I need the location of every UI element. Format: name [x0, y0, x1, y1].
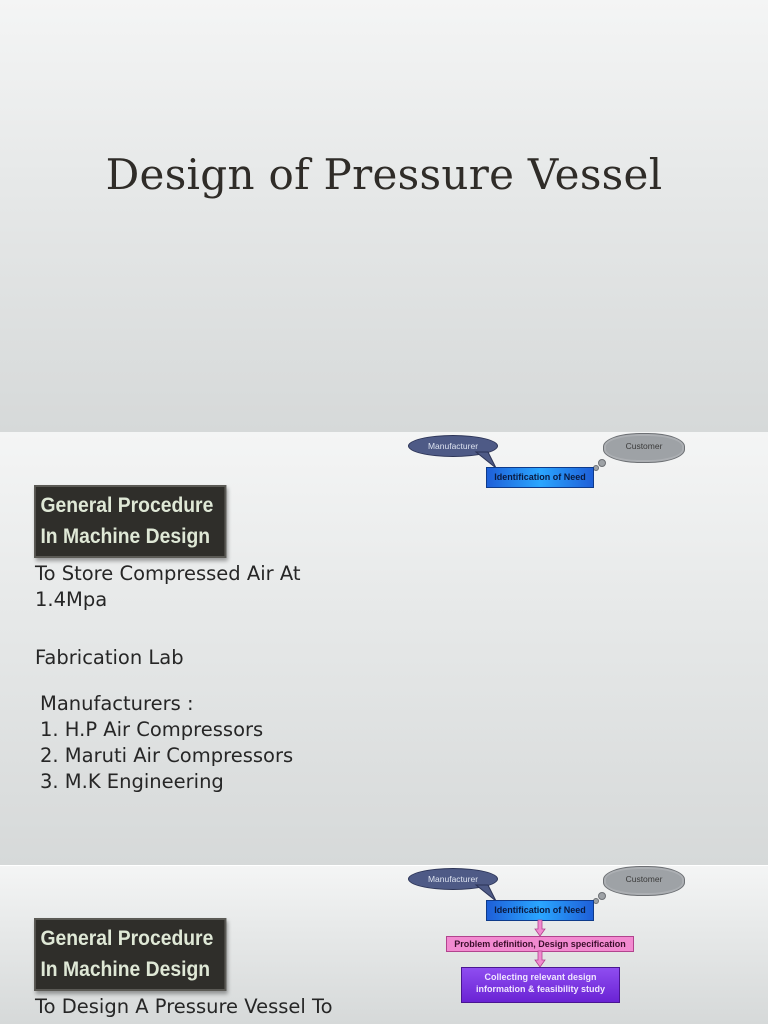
step-identification-label: Identification of Need	[494, 472, 586, 482]
slide-body	[35, 561, 300, 795]
slide-title: Design of Pressure Vessel	[105, 150, 663, 199]
customer-label: Customer	[625, 874, 663, 884]
customer-cloud	[603, 866, 685, 896]
step-problem-label: Problem definition, Design specification	[454, 939, 626, 949]
heading-line-2: In Machine Design	[40, 958, 211, 981]
manufacturer-item: 3. M.K Engineering	[40, 770, 224, 793]
design-goal-line-1: To Design A Pressure Vessel To	[35, 995, 333, 1018]
customer-label: Customer	[625, 441, 663, 451]
heading-line-2: In Machine Design	[40, 525, 211, 548]
manufacturer-item: 2. Maruti Air Compressors	[40, 744, 294, 767]
customer-cloud	[603, 433, 685, 463]
cloud-dot-large	[598, 892, 606, 900]
section-heading	[34, 485, 226, 558]
manufacturer-item: 1. H.P Air Compressors	[40, 718, 264, 741]
step-collecting-line-2: information & feasibility study	[475, 984, 605, 994]
collecting-information-box	[461, 967, 620, 1003]
heading-line-1: General Procedure	[40, 494, 214, 517]
identification-of-need-box	[486, 467, 594, 488]
content-slide-2	[0, 866, 768, 1024]
identification-of-need-box	[486, 900, 594, 921]
slide-body	[35, 994, 333, 1020]
purpose-line-1: To Store Compressed Air At	[35, 562, 301, 585]
step-collecting-line-1: Collecting relevant design	[484, 972, 597, 982]
down-arrow-icon	[535, 951, 545, 967]
title-slide	[0, 0, 768, 432]
purpose-line-2: 1.4Mpa	[35, 588, 108, 611]
step-identification-label: Identification of Need	[494, 905, 586, 915]
problem-definition-box	[446, 936, 634, 952]
content-slide-1	[0, 432, 768, 865]
manufacturer-label: Manufacturer	[427, 441, 479, 451]
manufacturers-label: Manufacturers :	[40, 692, 194, 715]
heading-line-1: General Procedure	[40, 927, 214, 950]
location-text: Fabrication Lab	[35, 646, 184, 669]
section-heading	[34, 918, 226, 991]
manufacturer-label: Manufacturer	[427, 874, 479, 884]
cloud-dot-large	[598, 459, 606, 467]
down-arrow-icon	[535, 920, 545, 936]
